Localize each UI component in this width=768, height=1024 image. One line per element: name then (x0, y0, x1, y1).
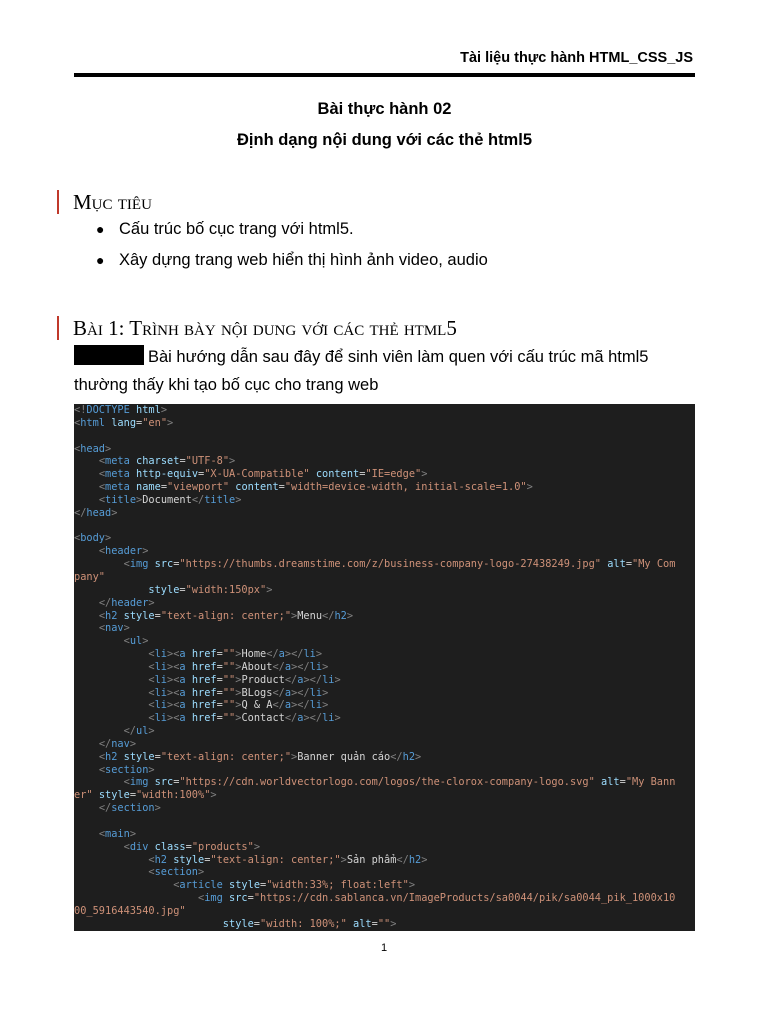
bullet-icon: ● (96, 252, 105, 268)
objectives-list (96, 217, 488, 279)
section-heading-objectives: Mục tiêu (57, 190, 152, 214)
code-banner-heading: Banner quản cáo (297, 750, 391, 763)
exercise-subtitle: Định dạng nội dung với các thẻ html5 (237, 131, 532, 149)
code-title-text: Document (142, 493, 192, 506)
code-nav-item: Contact (241, 712, 285, 725)
redacted-block (74, 345, 144, 365)
bullet-icon: ● (96, 221, 105, 237)
section-heading-exercise-1: Bài 1: Trình bày nội dung với các thẻ html5 (57, 316, 457, 340)
code-logo-src: https://thumbs.dreamstime.com/z/business-company-logo-27438249.jpg (185, 558, 595, 571)
code-nav-item: About (241, 660, 273, 673)
intro-paragraph (74, 343, 695, 399)
intro-text: Bài hướng dẫn sau đây để sinh viên làm quen với cấu trúc mã html5 thường thấy khi tạo bố cục cho trang web (74, 348, 649, 394)
code-products-heading: Sản phẩm (346, 853, 397, 866)
code-nav-item: Home (241, 648, 267, 661)
page-number: 1 (380, 942, 388, 954)
list-item-text: Xây dựng trang web hiển thị hình ảnh video, audio (119, 251, 488, 269)
code-menu-heading: Menu (297, 609, 323, 622)
header-divider (74, 73, 695, 77)
document-header-title: Tài liệu thực hành HTML_CSS_JS (460, 50, 693, 66)
code-nav-item: Q & A (241, 699, 273, 712)
code-nav-item: Product (241, 673, 285, 686)
list-item-text: Cấu trúc bố cục trang với html5. (119, 220, 354, 238)
code-banner-src: https://cdn.worldvectorlogo.com/logos/the-clorox-company-logo.svg (185, 776, 589, 789)
code-block (74, 404, 695, 931)
list-item (96, 217, 488, 248)
exercise-title: Bài thực hành 02 (317, 100, 452, 118)
list-item (96, 248, 488, 279)
code-nav-item: BLogs (241, 686, 273, 699)
code-listing: <!DOCTYPE html> <html lang="en"> <head> <meta charset="UTF-8"> <meta http-equiv="X-UA-Compatible" content="IE=edge"> <meta name="viewport" content="width=device-width, initial-scale=1.0"> <title>Document</title> </head> <body> <header> <img src="https://thumbs.dreamstime.com/z/business-company-logo-27438249.jpg" alt="My Com pany" style="width:150px"> </header> <h2 style="text-align: center;">Menu</h2> <nav> <ul> <li><a href="">Home</a></li> <li><a href="">About</a></li> <li><a href="">Product</a></li> <li><a href="">BLogs</a></li> <li><a href="">Q & A</a></li> <li><a href="">Contact</a></li> </ul> </nav> <h2 style="text-align: center;">Banner quản cáo</h2> <section> <img src="https://cdn.worldvectorlogo.com/logos/the-clorox-company-logo.svg" alt="My Bann er" style="width:100%"> </section> <main> <div class="products"> <h2 style="text-align: center;">Sản phẩm</h2> <section> <article style="width:33%; float:left"> <img src="https://cdn.sablanca.vn/ImageProducts/sa0044/pik/sa0044_pik_1000x10 00_5916443540.jpg" style="width: 100%;" alt=""> (74, 404, 676, 930)
